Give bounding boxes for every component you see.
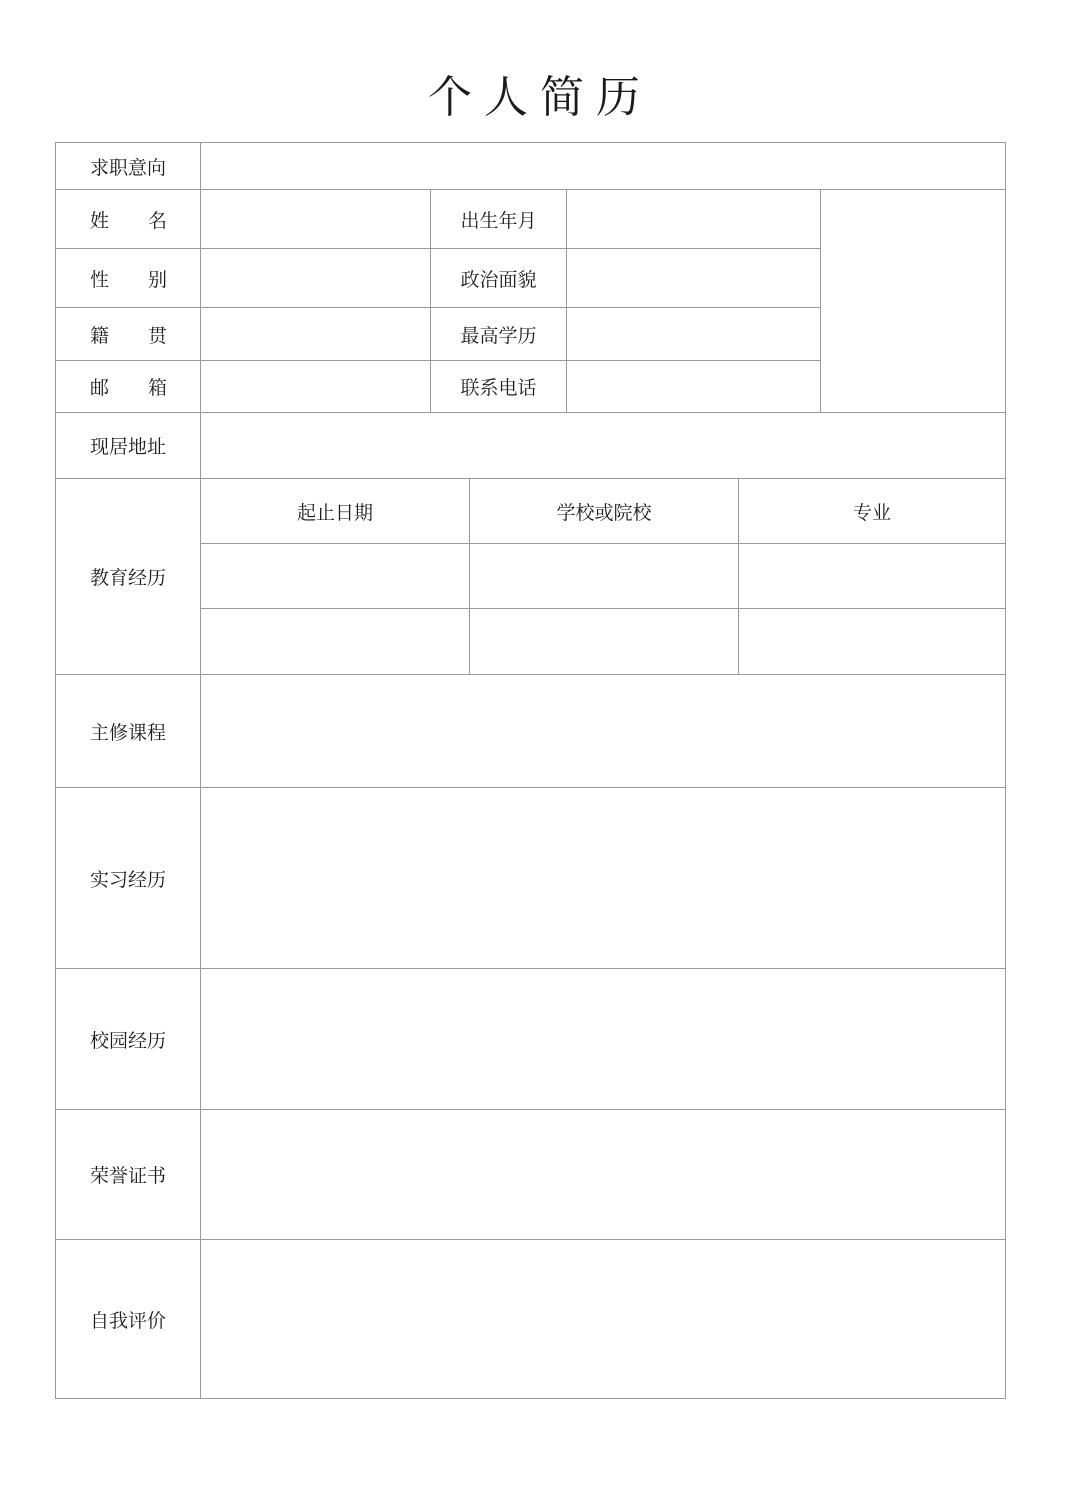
political-label-text: 政治面貌 <box>460 268 537 291</box>
campus-label-text: 校园经历 <box>89 1029 166 1052</box>
self-eval-label-text: 自我评价 <box>89 1309 166 1332</box>
education-header-dates-text: 起止日期 <box>296 501 373 524</box>
campus-field[interactable] <box>200 968 1006 1110</box>
email-label <box>55 360 201 413</box>
address-label-text: 现居地址 <box>89 436 166 458</box>
education-level-label-text: 最高学历 <box>460 324 537 347</box>
political-field[interactable] <box>566 248 821 308</box>
gender-field[interactable] <box>200 248 431 308</box>
page-title: 个人简历 <box>428 72 652 123</box>
email-field[interactable] <box>200 360 431 413</box>
name-field[interactable] <box>200 189 431 249</box>
internship-field[interactable] <box>200 787 1006 969</box>
phone-label-text: 联系电话 <box>460 377 537 399</box>
courses-label-text: 主修课程 <box>89 721 166 744</box>
education-header-major <box>738 478 1006 544</box>
phone-label <box>430 360 567 413</box>
education-row-1-major[interactable] <box>738 543 1006 609</box>
birth-label-text: 出生年月 <box>460 209 537 232</box>
email-label-a: 邮 <box>90 377 110 399</box>
photo-area[interactable] <box>820 189 1006 413</box>
job-intention-label <box>55 142 201 190</box>
honors-label-text: 荣誉证书 <box>89 1165 166 1187</box>
address-field[interactable] <box>200 412 1006 479</box>
name-label-b: 名 <box>147 209 167 232</box>
gender-label-a: 性 <box>90 268 110 291</box>
job-intention-field[interactable] <box>200 142 1006 190</box>
political-label <box>430 248 567 308</box>
email-label-b: 箱 <box>147 377 167 399</box>
education-label-text: 教育经历 <box>89 567 166 589</box>
gender-label-b: 别 <box>147 268 167 291</box>
education-label <box>55 478 201 675</box>
education-header-school <box>469 478 739 544</box>
campus-label <box>55 968 201 1110</box>
education-level-field[interactable] <box>566 307 821 361</box>
honors-field[interactable] <box>200 1109 1006 1240</box>
education-row-2-major[interactable] <box>738 608 1006 675</box>
native-place-label <box>55 307 201 361</box>
birth-label <box>430 189 567 249</box>
job-intention-label-text: 求职意向 <box>89 156 166 179</box>
self-eval-field[interactable] <box>200 1239 1006 1399</box>
courses-label <box>55 674 201 788</box>
education-row-1-school[interactable] <box>469 543 739 609</box>
honors-label <box>55 1109 201 1240</box>
self-eval-label <box>55 1239 201 1399</box>
name-label <box>55 189 201 249</box>
education-row-2-dates[interactable] <box>200 608 470 675</box>
education-header-school-text: 学校或院校 <box>556 501 652 524</box>
education-level-label <box>430 307 567 361</box>
name-label-a: 姓 <box>90 209 110 232</box>
education-header-dates <box>200 478 470 544</box>
education-row-1-dates[interactable] <box>200 543 470 609</box>
phone-field[interactable] <box>566 360 821 413</box>
native-label-a: 籍 <box>90 324 110 347</box>
resume-form <box>55 142 1006 1399</box>
internship-label-text: 实习经历 <box>89 868 166 891</box>
internship-label <box>55 787 201 969</box>
courses-field[interactable] <box>200 674 1006 788</box>
gender-label <box>55 248 201 308</box>
education-header-major-text: 专业 <box>852 501 891 524</box>
education-row-2-school[interactable] <box>469 608 739 675</box>
address-label <box>55 412 201 479</box>
birth-field[interactable] <box>566 189 821 249</box>
native-label-b: 贯 <box>147 324 167 347</box>
native-place-field[interactable] <box>200 307 431 361</box>
